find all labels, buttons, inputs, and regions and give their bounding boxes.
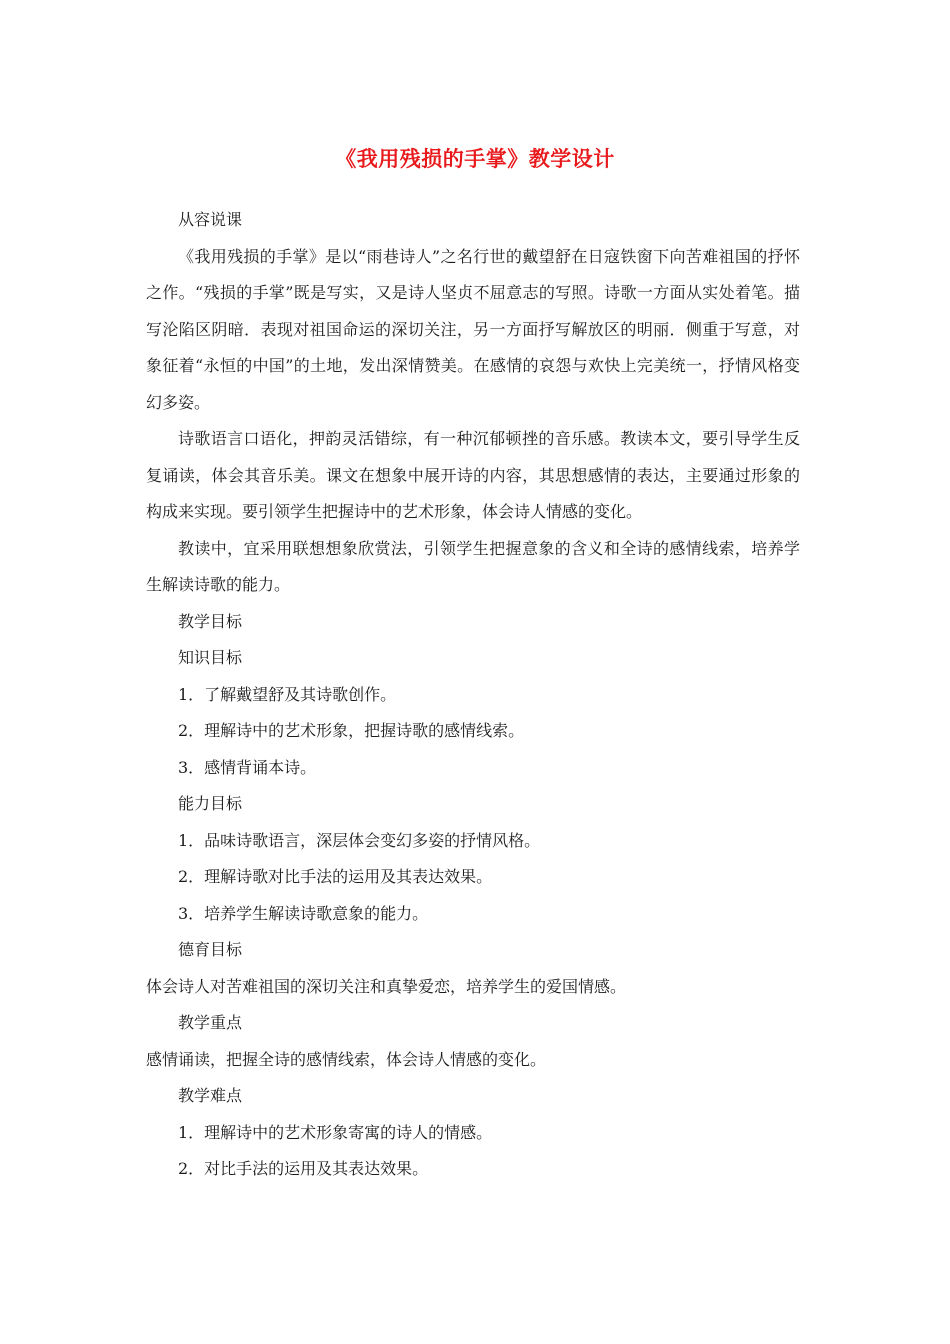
list-item: 3．感情背诵本诗。	[178, 757, 317, 777]
list-item: 2．理解诗歌对比手法的运用及其表达效果。	[178, 867, 493, 886]
body-line-moral: 体会诗人对苦难祖国的深切关注和真挚爱恋，培养学生的爱国情感。	[146, 976, 627, 996]
list-item: 2．对比手法的运用及其表达效果。	[178, 1159, 429, 1178]
body-line-focus: 感情诵读，把握全诗的感情线索，体会诗人情感的变化。	[146, 1049, 547, 1069]
section-heading-difficulty: 教学难点	[178, 1086, 243, 1105]
list-item: 1．品味诗歌语言，深层体会变幻多姿的抒情风格。	[178, 830, 541, 850]
list-item: 1．了解戴望舒及其诗歌创作。	[178, 684, 397, 704]
document-body	[146, 202, 800, 1188]
body-paragraph-3: 教读中，宜采用联想想象欣赏法，引领学生把握意象的含义和全诗的感情线索，培养学生解读诗歌的能力。	[146, 538, 800, 594]
list-item: 1．理解诗中的艺术形象寄寓的诗人的情感。	[178, 1122, 493, 1142]
subheading-knowledge: 知识目标	[178, 648, 243, 667]
section-heading-shuoke: 从容说课	[178, 210, 243, 229]
body-paragraph-2: 诗歌语言口语化，押韵灵活错综，有一种沉郁顿挫的音乐感。教读本文，要引导学生反复诵读，体会其音乐美。课文在想象中展开诗的内容，其思想感情的表达，主要通过形象的构成来实现。要引领学生把握诗中的艺术形象，体会诗人情感的变化。	[146, 429, 800, 521]
document-title: 《我用残损的手掌》教学设计	[335, 147, 615, 171]
section-heading-goals: 教学目标	[178, 611, 243, 631]
body-paragraph-1: 《我用残损的手掌》是以“雨巷诗人”之名行世的戴望舒在日寇铁窗下向苦难祖国的抒怀之作。“残损的手掌”既是写实，又是诗人坚贞不屈意志的写照。诗歌一方面从实处着笔。描写沦陷区阴暗．表现对祖国命运的深切关注，另一方面抒写解放区的明丽．侧重于写意，对象征着“永恒的中国”的土地，发出深情赞美。在感情的哀怨与欢快上完美统一，抒情风格变幻多姿。	[146, 246, 800, 412]
list-item: 3．培养学生解读诗歌意象的能力。	[178, 903, 429, 923]
section-heading-focus: 教学重点	[178, 1013, 243, 1032]
list-item: 2．理解诗中的艺术形象，把握诗歌的感情线索。	[178, 721, 525, 740]
subheading-moral: 德育目标	[178, 940, 243, 959]
subheading-ability: 能力目标	[178, 794, 243, 813]
